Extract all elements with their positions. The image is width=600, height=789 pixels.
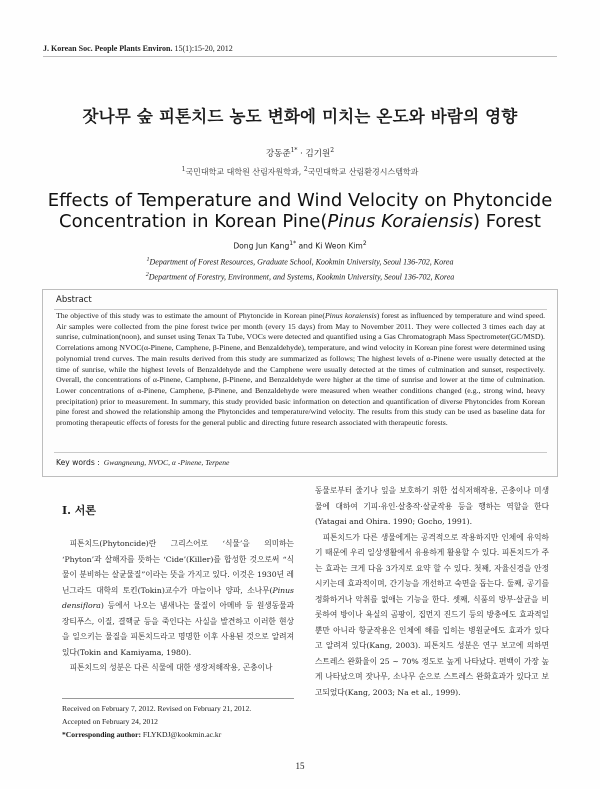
keywords-label: Key words : [56,458,100,467]
footnote-corresponding [62,728,302,741]
footnote-received: Received on February 7, 2012. Revised on February 21, 2012. [62,704,252,713]
affiliations-english [0,254,600,283]
affil1-english-sup: 1 [146,257,150,263]
authors-korean [0,147,600,159]
left-column [62,536,294,676]
authors-english [0,240,600,251]
header-divider [43,56,557,57]
title-english-line1: Effects of Temperature and Wind Velocity on Phytoncide [47,190,553,211]
affil1-korean-sup: 1 [181,166,186,173]
author-separator: · [300,149,303,159]
journal-name: J. Korean Soc. People Plants Environ. [43,44,173,53]
author1-korean-sup: 1* [290,147,298,155]
left-p1-part1: 피톤치드(Phytoncide)란 그리스어로 ‘식물’을 의미하는 ‘Phyton’과 살해자를 뜻하는 ‘Cide’(Killer)를 합성한 것으로써 “식물이 분비하는 살균물질”이라는 뜻을 가지고 있다. 이것은 1930년 레닌그라드 대학의 토킨(Tokin)교수가 마늘이나 양파, 소나무( [62,539,294,595]
affil2-korean-sup: 2 [303,166,308,173]
author2-korean-sup: 2 [330,147,335,155]
author2-english-sup: 2 [362,240,367,247]
journal-citation: 15(1):15-20, 2012 [174,44,233,53]
section-heading-introduction: Ⅰ. 서론 [62,504,97,517]
abstract-text-part2: ) forest as influenced by temperature and wind speed. Air samples were collected from the pine forest twice per month (every 15 days) from May to November 2011. They were collected 3 times each day at sunrise, culmination(noon), and sunset using Tenax Ta Tube, VOCs were detected and quantified using a Gas Chromatograph Mass Spectrometer(GC/MSD). Correlations among NVOC(α-Pinene, Camphene, β-Pinene, and Benzaldehyde), temperature, and wind velocity in Korean pine forest were determined using polynomial trend curves. The main results derived from this study are summarized as follows; The highest levels of α-Pinene were usually detected at the time of sunrise, while the highest levels of Benzaldehyde and the Camphene were usually detected at the times of culmination and sunset, respectively. Overall, the concentrations of α-Pinene, Camphene, β-Pinene, and Benzaldehyde were higher at the time of sunrise and lower at the time of culmination. Lower concentrations of α-Pinene, Camphene, β-Pinene, and Benzaldehyde were measured when weather conditions changed (e.g., strong wind, heavy precipitation) prior to measurement. In summary, this study provided basic information on detection and quantification of diverse Phytoncides from Korean pine forest and showed the relationship among the Phytoncides and temperature/wind velocity. The results from this study can be used as baseline data for promoting therapeutic effects of forests for the general public and directing future research associated with therapeutic forests. [56,311,546,428]
left-paragraph-1 [62,536,294,660]
title-english-line2-pre: Concentration in Korean Pine( [59,211,328,232]
affil2-english-sup: 2 [145,271,149,278]
abstract-text-part1: The objective of this study was to estimate the amount of Phytoncide in Korean pine( [56,311,325,320]
title-english-line2 [0,211,600,232]
abstract-text [56,311,545,429]
affil1-english: Department of Forest Resources, Graduate School, Kookmin University, Seoul 136-702, Korea [149,257,454,267]
author1-korean: 강동준 [265,149,291,159]
title-english-species: Pinus Koraiensis [327,211,473,232]
title-english-line2-post: ) Forest [472,211,541,232]
footnote-accepted: Accepted on February 24, 2012 [62,717,158,726]
author2-korean: 김기원 [305,149,331,159]
left-p1-part2: ) 등에서 나오는 냄새나는 물질이 아메바 등 원생동물과 장티푸스, 이질, 결핵균 등을 죽인다는 사실을 발견하고 이러한 현상을 일으키는 물질을 피톤치드라고 명명한 이후 사용된 것으로 알려져 있다(Tokin and Kamiyama, 1980). [62,601,294,657]
footnote-corr-label: *Corresponding author: [62,730,141,739]
affil1-korean: 국민대학교 대학원 산림자원학과, [185,167,302,177]
title-english [0,190,600,232]
left-p1-species: Pinus densiflora [62,585,294,610]
author1-english-sup: 1* [289,240,297,247]
right-paragraph-1: 동물로부터 줄기나 잎을 보호하기 위한 섭식저해작용, 곤충이나 미생물에 대하여 기피·유인·살충작·살균작용 등을 행하는 역할을 한다(Yatagai and Ohira. 1990; Gocho, 1991). [315,486,549,526]
title-korean: 잣나무 숲 피톤치드 농도 변화에 미치는 온도와 바람의 영향 [82,107,518,126]
left-paragraph-2: 피톤치드의 성분은 다른 식물에 대한 생장저해작용, 곤충이나 [69,663,273,672]
affil2-english-line [0,269,600,284]
keywords-values: Gwangneung, NVOC, α -Pinene, Terpene [103,458,230,467]
abstract-species: Pinus koraiensis [324,311,377,320]
abstract-divider [54,309,547,310]
right-column [315,483,549,700]
journal-header [43,44,233,53]
footnote-corr-email: FLYKDJ@kookmin.ac.kr [142,730,222,739]
right-paragraph-2: 피톤치드가 다른 생물에게는 공격적으로 작용하지만 인체에 유익하기 때문에 우리 일상생활에서 유용하게 활용할 수 있다. 피톤치드가 주는 효과는 크게 다음 3가지로 요약 할 수 있다. 첫째, 자율신경을 안정시키는데 효과적이며, 간기능을 개선하고 숙면을 돕는다. 둘째, 공기를 정화하거나 악취를 없애는 기능을 한다. 셋째, 식품의 방부·살균을 비롯하여 방이나 욕실의 곰팡이, 집먼지 진드기 등의 방충에도 효과적일 뿐만 아니라 항균작용은 인체에 해를 입히는 병원균에도 효과가 있다고 알려져 있다(Kang, 2003). 피톤치드 성분은 연구 보고에 의하면 스트레스 완화율이 25 ~ 70% 정도로 높게 나타났다. 편백이 가장 높게 나타났으며 잣나무, 소나무 순으로 스트레스 완화효과가 있다고 보고되었다(Kang, 2003; Na et al., 1999). [315,532,549,697]
footnote-divider [62,698,294,699]
footnotes [62,702,302,741]
affiliations-korean [0,166,600,178]
page-number: 15 [295,761,305,771]
keywords [56,458,229,467]
abstract-box [42,289,558,477]
abstract-heading: Abstract [56,295,92,305]
author-joiner: and [298,241,313,251]
affil2-korean: 국민대학교 산림환경시스템학과 [307,167,419,177]
author1-english: Dong Jun Kang [233,241,290,251]
affil2-english: Department of Forestry, Environment, and Systems, Kookmin University, Seoul 136-702, Korea [148,272,455,282]
author2-english: Ki Weon Kim [315,241,363,251]
keywords-divider [54,452,547,453]
affil1-english-line [0,254,600,269]
